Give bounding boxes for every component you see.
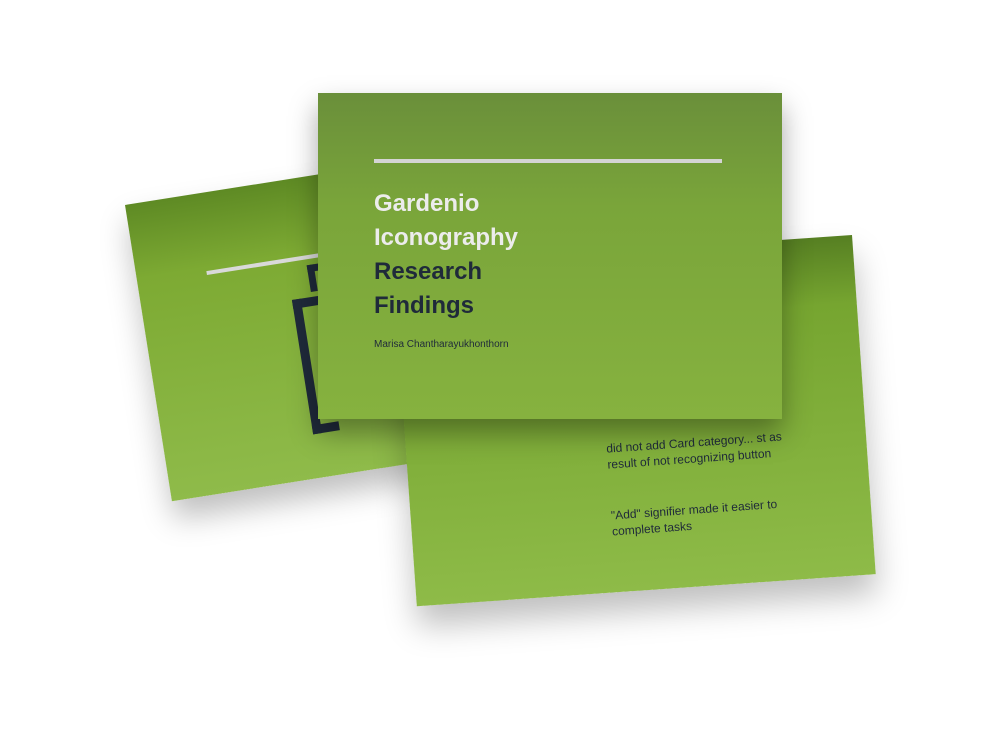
- finding-text: "Add" signifier made it easier to complete tasks: [610, 496, 778, 539]
- title-line: Iconography: [374, 224, 519, 251]
- finding-text: did not add Card category... st as result of not recognizing button: [605, 429, 783, 472]
- divider-line: [374, 159, 722, 163]
- title-line: Findings: [374, 292, 474, 319]
- title-line: Gardenio: [374, 190, 480, 217]
- slide-title: [374, 187, 518, 323]
- title-slide-card: [318, 93, 782, 419]
- author-name: Marisa Chantharayukhonthorn: [374, 339, 509, 350]
- title-line: Research: [374, 258, 483, 285]
